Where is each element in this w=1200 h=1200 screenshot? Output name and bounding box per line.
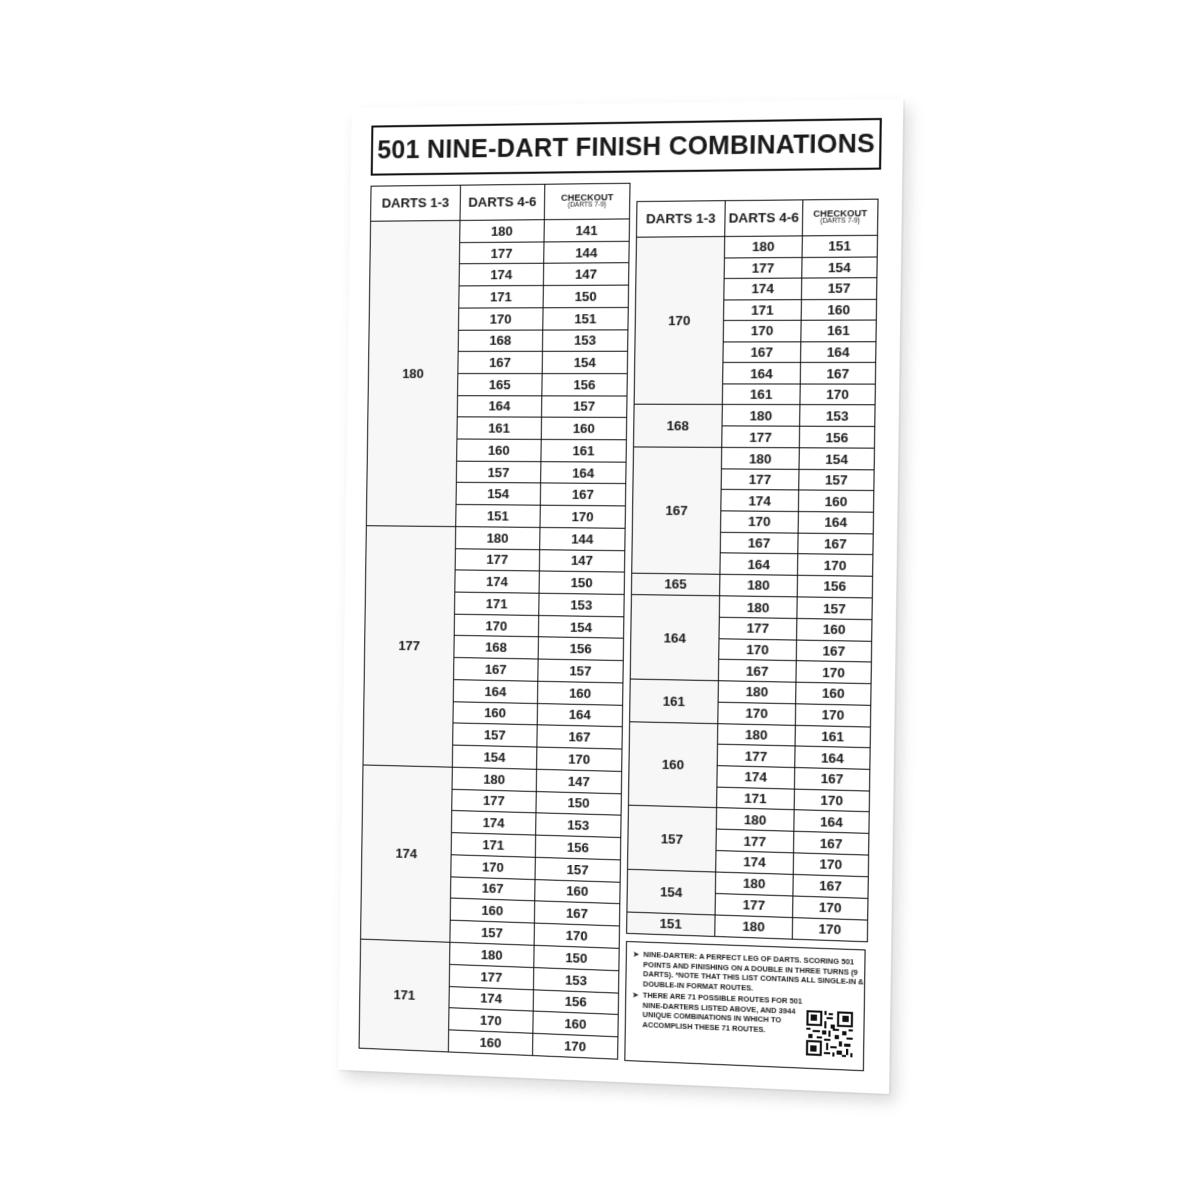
table-row: [717, 787, 869, 811]
table-row: [720, 597, 872, 620]
checkout-cell: 167: [826, 365, 850, 382]
table-row: [718, 703, 870, 727]
table-row: [725, 257, 877, 279]
table-row: [455, 593, 624, 617]
checkout-cell: 156: [566, 839, 590, 856]
checkout-cell: 157: [569, 663, 592, 679]
checkout-cell: 156: [569, 641, 592, 657]
darts-4-6-cell: 167: [723, 342, 801, 362]
right-table-body: [627, 236, 877, 941]
table-row: [460, 219, 629, 242]
darts-4-6-cell: 177: [722, 469, 800, 490]
darts-4-6-cell: 177: [450, 965, 534, 989]
right-table-header: [637, 200, 878, 238]
table-row: [721, 490, 873, 512]
checkout-cell: 170: [563, 1038, 587, 1055]
darts-4-6-cell: 170: [718, 703, 796, 725]
row-group: [361, 765, 621, 948]
table-row: [723, 342, 875, 363]
table-row: [458, 374, 627, 396]
table-row: [457, 461, 626, 484]
darts-4-6-cell: 157: [453, 724, 538, 747]
darts-4-6-cell: 167: [721, 532, 799, 553]
darts-4-6-cell: 180: [453, 768, 538, 791]
row-group: [631, 595, 872, 684]
checkout-cell: 167: [568, 729, 591, 745]
group-rows: [453, 527, 625, 771]
note-text: NINE-DARTER: A PERFECT LEG OF DARTS. SCORING 501 POINTS AND FINISHING ON A DOUBLE IN THREE TURNS (9 DARTS). *NOTE THAT THIS LIST CONTAINS ALL SINGLE-IN & DOUBLE-IN FORMAT ROUTES.: [642, 949, 864, 993]
row-group: [632, 448, 874, 577]
checkout-cell: 153: [573, 332, 597, 349]
table-row: [723, 384, 875, 404]
darts-4-6-cell: 164: [458, 396, 543, 417]
darts-4-6-cell: 164: [720, 554, 798, 575]
group-rows: [715, 915, 867, 941]
group-rows: [720, 575, 872, 598]
checkout-cell: 157: [822, 600, 847, 617]
darts-4-6-cell: 180: [450, 943, 535, 967]
darts-4-6-cell: 177: [722, 427, 800, 448]
header-checkout-sub: (DARTS 7-9): [820, 217, 860, 226]
darts-4-6-cell: 170: [724, 321, 802, 341]
checkout-cell: 156: [564, 993, 587, 1011]
checkout-cell: 167: [818, 877, 843, 895]
darts-4-6-cell: 160: [449, 1031, 533, 1056]
table-row: [722, 448, 874, 470]
table-row: [459, 308, 628, 330]
checkout-cell: 154: [827, 259, 851, 276]
checkout-cell: 160: [566, 883, 589, 900]
row-group: [629, 722, 870, 813]
group-key-cell: 168: [634, 405, 723, 447]
darts-4-6-cell: 174: [717, 766, 795, 788]
checkout-cell: 170: [821, 707, 845, 724]
darts-4-6-cell: 177: [717, 830, 795, 853]
darts-4-6-cell: 180: [460, 220, 545, 242]
header-checkout: [803, 200, 878, 236]
checkout-cell: 167: [571, 486, 595, 503]
darts-4-6-cell: 168: [454, 636, 539, 658]
table-row: [453, 746, 622, 771]
checkout-cell: 157: [824, 472, 848, 488]
group-rows: [449, 943, 619, 1059]
checkout-cell: 164: [819, 813, 844, 830]
table-row: [456, 549, 625, 573]
darts-4-6-cell: 151: [456, 505, 541, 527]
checkout-cell: 160: [824, 493, 848, 510]
checkout-cell: 156: [825, 429, 849, 446]
header-checkout: [545, 184, 630, 219]
checkout-cell: 147: [570, 553, 594, 569]
table-row: [456, 527, 625, 551]
header-darts-1-3: DARTS 1-3: [371, 186, 461, 221]
darts-4-6-cell: 168: [459, 330, 544, 351]
checkout-cell: 164: [568, 707, 592, 723]
darts-4-6-cell: 167: [719, 660, 797, 682]
table-row: [720, 554, 872, 576]
darts-4-6-cell: 174: [460, 264, 545, 285]
darts-4-6-cell: 170: [451, 855, 536, 879]
darts-4-6-cell: 177: [725, 258, 803, 279]
checkout-cell: 150: [570, 575, 593, 591]
group-key-cell: 151: [627, 912, 715, 936]
darts-4-6-cell: 170: [455, 614, 540, 636]
table-row: [455, 614, 624, 639]
header-checkout-label: CHECKOUT: [813, 207, 868, 219]
table-row: [460, 242, 629, 265]
checkout-cell: 161: [826, 323, 851, 339]
checkout-cell: 170: [825, 386, 850, 403]
table-row: [719, 639, 871, 663]
header-checkout-label: CHECKOUT: [560, 191, 614, 203]
group-rows: [717, 724, 870, 812]
table-row: [460, 264, 629, 287]
darts-4-6-cell: 157: [457, 461, 542, 482]
group-rows: [450, 768, 621, 948]
table-row: [455, 571, 624, 595]
darts-4-6-cell: 165: [458, 374, 543, 395]
darts-4-6-cell: 180: [717, 809, 795, 831]
darts-4-6-cell: 167: [454, 658, 539, 681]
group-key-cell: 171: [360, 939, 451, 1051]
checkout-cell: 141: [575, 222, 598, 239]
darts-4-6-cell: 174: [716, 851, 794, 874]
group-key-cell: 167: [632, 448, 722, 574]
checkout-cell: 157: [572, 398, 596, 415]
notes-box: [624, 941, 865, 1071]
group-key-cell: 174: [361, 765, 453, 941]
checkout-cell: 160: [568, 685, 592, 701]
row-group: [360, 939, 619, 1058]
darts-4-6-cell: 177: [460, 242, 545, 263]
checkout-cell: 153: [567, 817, 590, 834]
darts-4-6-cell: 167: [451, 877, 536, 901]
row-group: [634, 405, 875, 449]
qr-code-icon: [806, 1010, 853, 1057]
checkout-cell: 160: [827, 301, 851, 318]
darts-4-6-cell: 174: [721, 490, 799, 511]
header-darts-1-3: DARTS 1-3: [637, 201, 726, 237]
darts-4-6-cell: 160: [453, 702, 538, 725]
checkout-cell: 157: [827, 280, 851, 297]
checkout-cell: 164: [820, 749, 844, 766]
checkout-cell: 164: [826, 344, 850, 360]
darts-4-6-cell: 164: [723, 363, 801, 383]
row-group: [367, 219, 629, 528]
group-rows: [719, 597, 872, 684]
checkout-cell: 160: [564, 1016, 587, 1033]
row-group: [363, 526, 624, 772]
checkout-cell: 153: [825, 408, 849, 424]
group-rows: [716, 809, 868, 876]
darts-4-6-cell: 177: [720, 618, 798, 639]
checkout-cell: 167: [820, 771, 844, 788]
darts-4-6-cell: 180: [716, 872, 794, 895]
table-row: [457, 440, 626, 463]
checkout-cell: 156: [573, 376, 596, 393]
table-row: [723, 405, 875, 427]
table-row: [459, 286, 628, 309]
group-rows: [716, 872, 868, 919]
checkout-cell: 160: [821, 685, 845, 702]
checkout-cell: 150: [574, 288, 597, 305]
table-row: [458, 396, 627, 418]
group-key-cell: 170: [635, 237, 726, 404]
checkout-cell: 167: [822, 642, 846, 659]
group-rows: [722, 405, 874, 448]
table-row: [723, 363, 875, 384]
checkout-cell: 170: [821, 664, 846, 681]
group-key-cell: 160: [629, 722, 718, 808]
checkout-cell: 150: [567, 795, 590, 812]
table-row: [720, 618, 872, 642]
row-group: [630, 679, 870, 727]
note-routes: [632, 990, 820, 1036]
darts-4-6-cell: 171: [459, 286, 544, 307]
darts-4-6-cell: 177: [452, 789, 537, 812]
darts-4-6-cell: 180: [725, 236, 803, 257]
checkout-cell: 164: [571, 464, 595, 481]
checkout-cell: 156: [823, 578, 847, 595]
darts-4-6-cell: 171: [724, 300, 802, 320]
darts-4-6-cell: 160: [451, 899, 536, 923]
table-row: [458, 352, 627, 374]
checkout-cell: 153: [564, 971, 588, 988]
checkout-cell: 154: [825, 451, 849, 467]
header-darts-4-6: DARTS 4-6: [725, 200, 803, 236]
darts-4-6-cell: 161: [723, 384, 801, 404]
table-row: [724, 321, 876, 342]
table-row: [721, 532, 873, 555]
checkout-cell: 170: [818, 921, 842, 938]
darts-4-6-cell: 154: [457, 483, 542, 505]
group-key-cell: 157: [628, 806, 717, 871]
darts-4-6-cell: 177: [718, 745, 796, 767]
table-row: [459, 330, 628, 352]
left-table-header: [371, 184, 629, 222]
header-checkout-sub: (DARTS 7-9): [567, 201, 607, 210]
darts-4-6-cell: 154: [453, 746, 538, 769]
checkout-cell: 164: [824, 514, 848, 531]
darts-4-6-cell: 174: [455, 571, 540, 593]
checkout-cell: 151: [828, 238, 852, 254]
darts-4-6-cell: 170: [721, 511, 799, 532]
darts-4-6-cell: 180: [723, 405, 801, 426]
table-row: [722, 427, 874, 448]
group-rows: [456, 219, 629, 527]
checkout-cell: 160: [572, 420, 596, 437]
darts-4-6-cell: 180: [720, 597, 798, 618]
poster-title: 501 NINE-DART FINISH COMBINATIONS: [371, 118, 882, 176]
checkout-cell: 150: [565, 949, 588, 966]
arrow-bullet-icon: ➤: [632, 949, 640, 959]
checkout-cell: 144: [571, 531, 594, 547]
darts-4-6-cell: 177: [456, 549, 541, 571]
checkout-cell: 167: [819, 835, 843, 852]
table-row: [457, 418, 626, 441]
darts-4-6-cell: 180: [718, 724, 796, 746]
group-key-cell: 177: [364, 526, 457, 766]
checkout-cell: 154: [569, 619, 593, 635]
checkout-cell: 154: [573, 354, 597, 371]
note-text: THERE ARE 71 POSSIBLE ROUTES FOR 501 NINE-DARTERS LISTED ABOVE, AND 3944 UNIQUE COMBINATIONS IN WHICH TO ACCOMPLISH THESE 71 ROUTES.: [642, 990, 803, 1034]
checkout-cell: 167: [823, 535, 848, 552]
checkout-cell: 170: [819, 856, 843, 873]
poster: [338, 99, 903, 1094]
darts-4-6-cell: 180: [456, 527, 541, 549]
darts-4-6-cell: 180: [720, 575, 798, 597]
checkout-cell: 147: [574, 266, 598, 283]
darts-4-6-cell: 170: [719, 639, 797, 661]
checkout-cell: 170: [820, 792, 844, 809]
checkout-cell: 157: [566, 861, 589, 878]
row-group: [628, 806, 869, 877]
table-row: [456, 505, 625, 528]
checkout-cell: 153: [570, 597, 593, 613]
row-group: [635, 236, 877, 406]
left-table-body: [360, 219, 629, 1058]
group-rows: [720, 448, 873, 575]
darts-4-6-cell: 180: [719, 681, 797, 703]
checkout-cell: 161: [572, 442, 595, 459]
table-row: [715, 915, 867, 941]
group-rows: [723, 236, 877, 405]
group-key-cell: 161: [630, 679, 719, 722]
darts-4-6-cell: 174: [449, 987, 533, 1011]
table-row: [724, 300, 876, 322]
table-row: [719, 660, 871, 683]
table-row: [457, 483, 626, 506]
checkout-cell: 160: [822, 621, 846, 638]
table-row: [721, 511, 873, 534]
arrow-bullet-icon: ➤: [632, 990, 639, 1000]
table-row: [724, 278, 876, 300]
group-rows: [718, 681, 870, 726]
darts-4-6-cell: 174: [452, 811, 537, 834]
darts-4-6-cell: 170: [459, 308, 544, 329]
darts-4-6-cell: 180: [715, 915, 793, 939]
group-key-cell: 165: [632, 573, 721, 595]
checkout-cell: 144: [575, 244, 598, 261]
darts-4-6-cell: 161: [457, 418, 542, 439]
left-table: [359, 183, 631, 1060]
note-definition: [633, 949, 868, 997]
checkout-cell: 170: [567, 751, 591, 767]
darts-4-6-cell: 171: [717, 787, 795, 809]
header-darts-4-6: DARTS 4-6: [461, 185, 546, 220]
table-row: [720, 575, 872, 598]
table-row: [454, 636, 623, 661]
table-row: [722, 469, 874, 491]
darts-4-6-cell: 167: [458, 352, 543, 373]
checkout-cell: 147: [567, 773, 591, 790]
darts-4-6-cell: 170: [449, 1009, 533, 1033]
table-row: [725, 236, 877, 258]
darts-4-6-cell: 171: [452, 833, 537, 856]
group-key-cell: 180: [367, 221, 461, 526]
checkout-cell: 170: [823, 557, 847, 573]
checkout-cell: 167: [565, 905, 589, 922]
group-key-cell: 164: [631, 595, 720, 680]
checkout-cell: 170: [565, 927, 588, 944]
darts-4-6-cell: 164: [454, 680, 539, 703]
darts-4-6-cell: 174: [724, 279, 802, 299]
darts-4-6-cell: 160: [457, 440, 542, 461]
darts-4-6-cell: 180: [722, 448, 800, 469]
darts-4-6-cell: 177: [716, 894, 794, 917]
group-key-cell: 154: [627, 870, 716, 915]
darts-4-6-cell: 157: [450, 921, 535, 945]
darts-4-6-cell: 171: [455, 593, 540, 615]
checkout-cell: 170: [571, 508, 594, 525]
table-row: [719, 681, 871, 706]
checkout-cell: 170: [818, 899, 842, 916]
right-table: [626, 199, 878, 943]
checkout-cell: 161: [821, 728, 845, 745]
checkout-cell: 151: [574, 310, 597, 327]
